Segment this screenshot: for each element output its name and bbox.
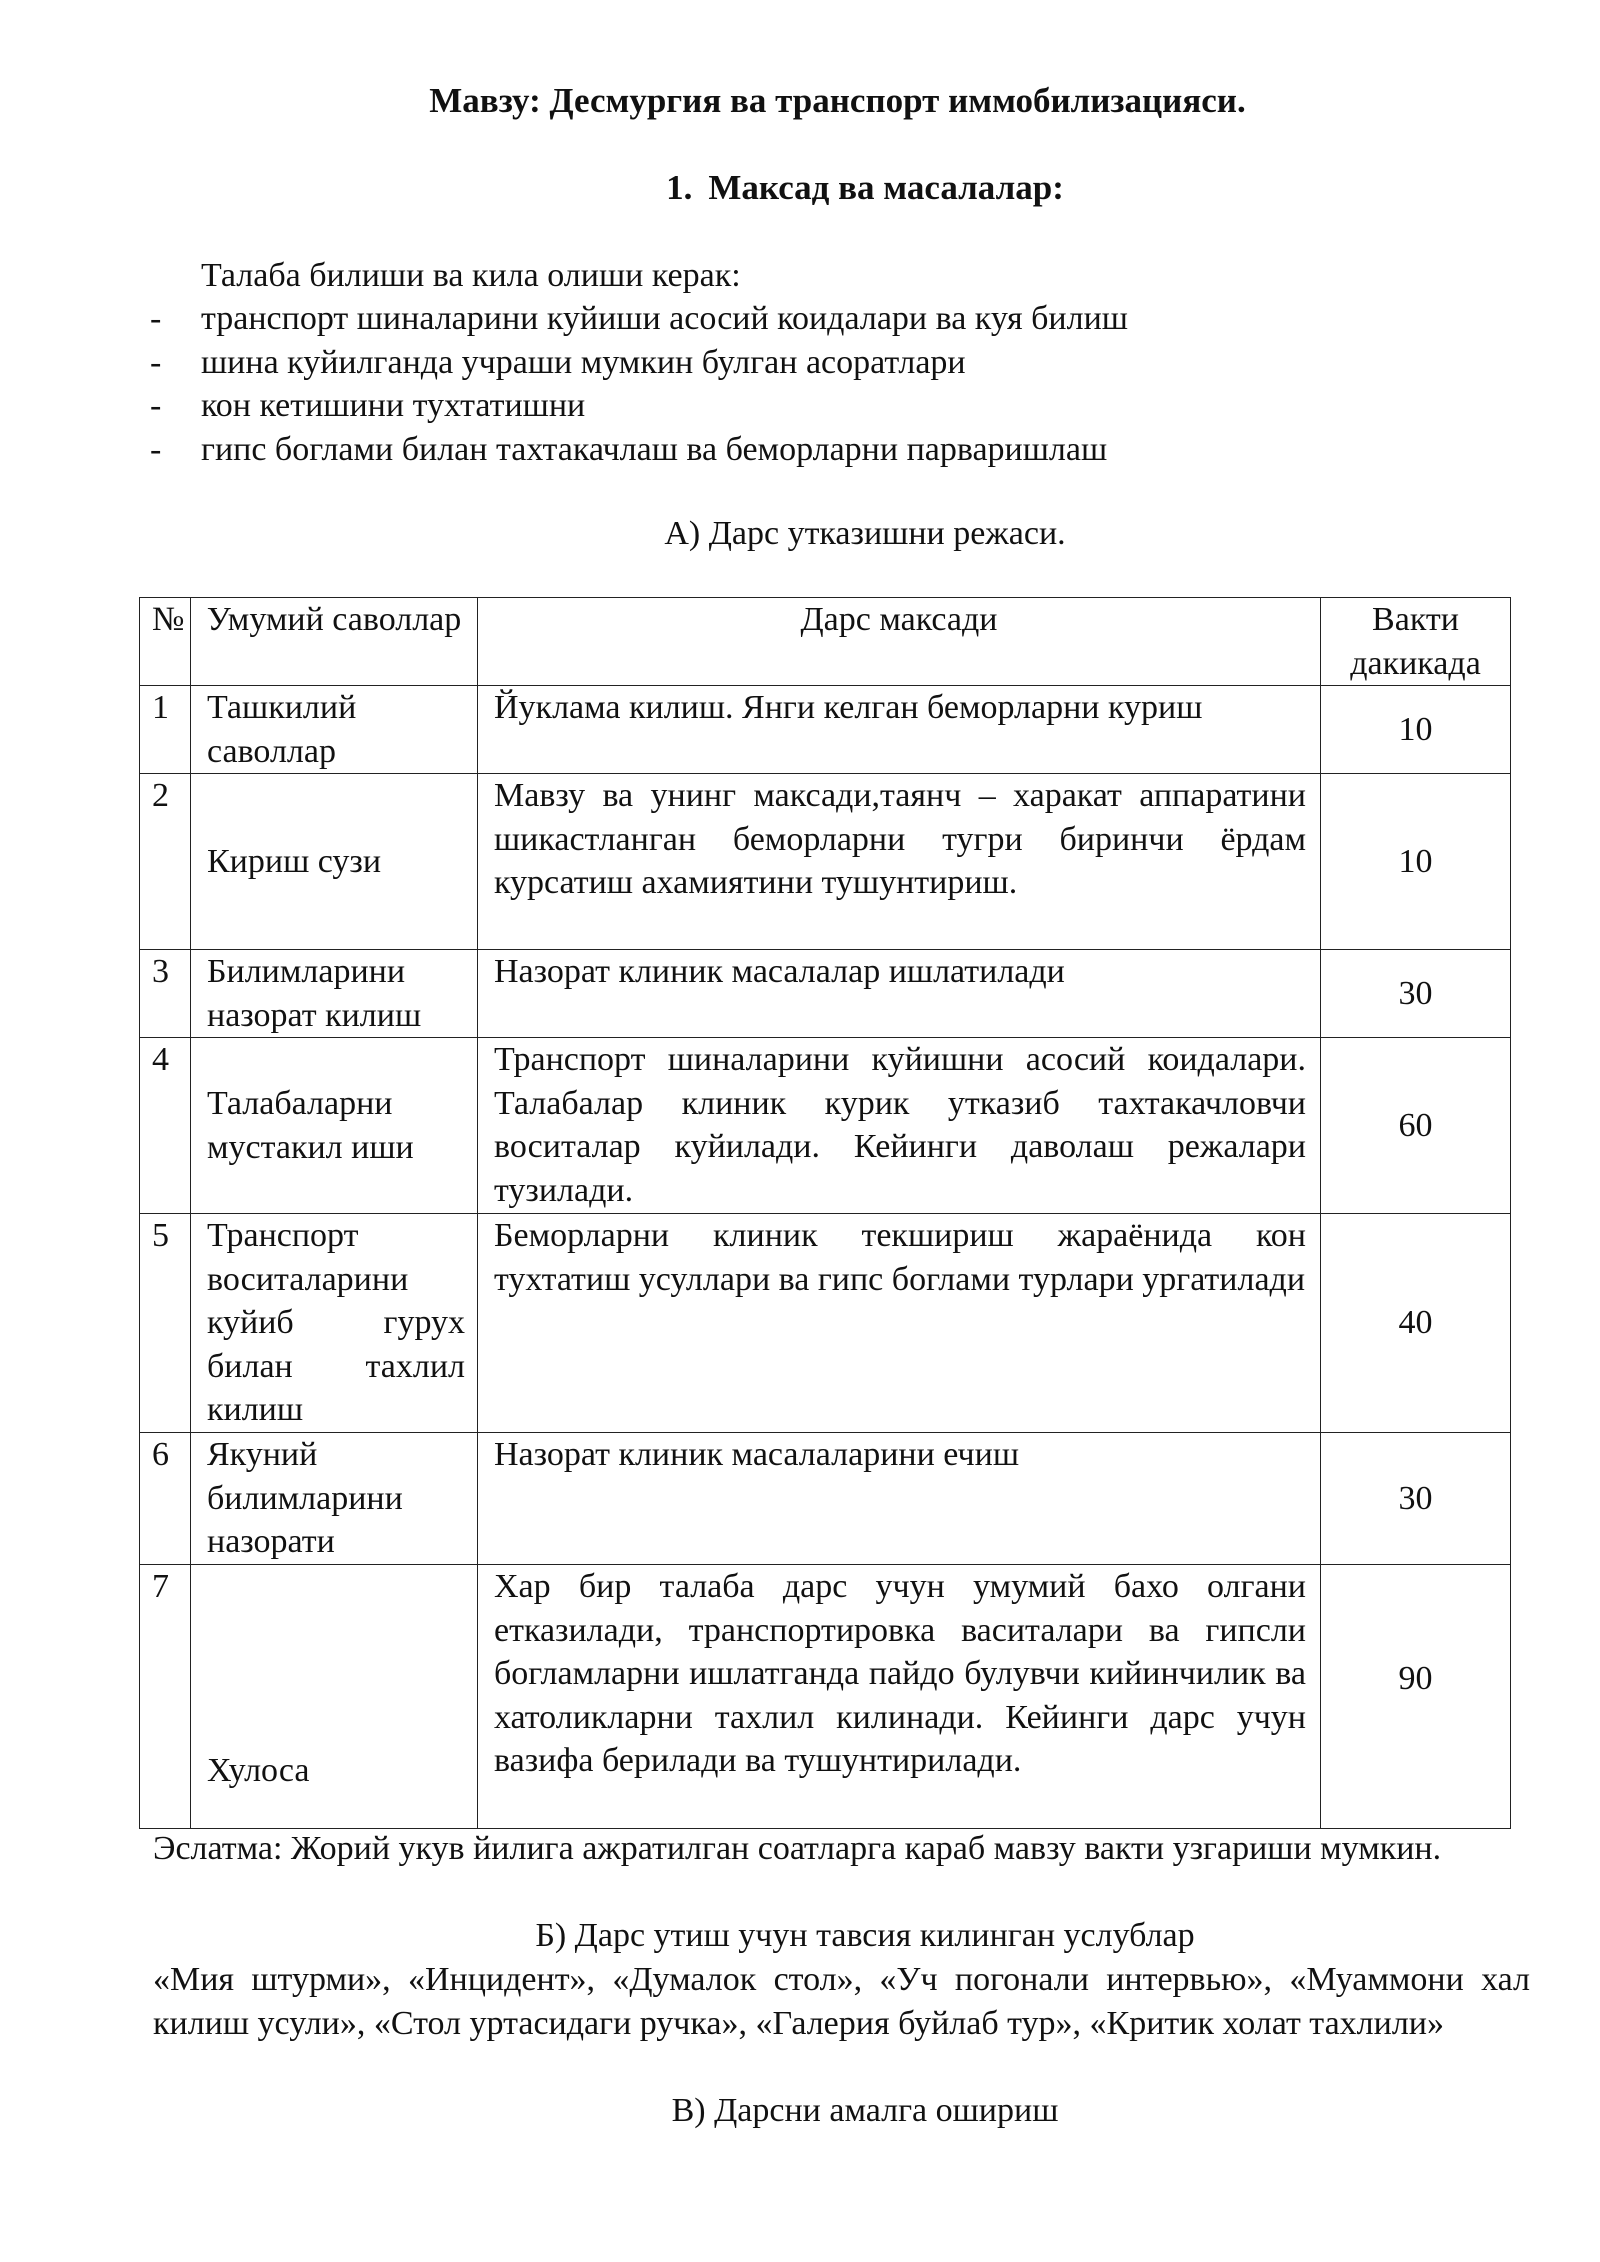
page-title: Мавзу: Десмургия ва транспорт иммобилизацияси. [429,81,1246,120]
goal-item: - шина куйилганда учраши мумкин булган асоратлари [150,343,966,381]
section-number: 1. [666,168,693,207]
table-row: 2 Кириш сузи Мавзу ва унинг максади,таянч – харакат аппаратини шикастланган беморларни тугри биринчи ёрдам курсатиш ахамиятини тушунтириш. 10 [140,774,1511,950]
table-row: 4 Талабаларни мустакил иши Транспорт шиналарини куйишни асосий коидалари. Талабалар клиник курик утказиб тахтакачловчи воситалар куйилади. Кейинги даволаш режалари тузилади. 60 [140,1038,1511,1214]
lesson-plan-table [139,597,1511,1829]
section-heading-goals [0,166,1600,210]
note-text: Эслатма: Жорий укув йилига ажратилган соатларга караб мавзу вакти узгариши мумкин. [153,1830,1442,1867]
table-row: 3 Билимларини назорат килиш Назорат клиник масалалар ишлатилади 30 [140,950,1511,1038]
header-goal: Дарс максади [478,598,1321,686]
section-heading-text: Максад ва масалалар: [708,168,1064,207]
methods-text: «Мия штурми», «Инцидент», «Думалок стол», «Уч погонали интервью», «Муаммони хал килиш усули», «Стол уртасидаги ручка», «Галерия буйлаб тур», «Критик холат тахлили» [153,1961,1530,2042]
header-topic: Умумий саволлар [191,598,478,686]
header-time: Вакти дакикада [1321,598,1511,686]
table-header-row [140,598,1511,686]
intro-text: Талаба билиши ва кила олиши керак: [201,257,741,294]
goal-item: - транспорт шиналарини куйиши асосий коидалари ва куя билиш [150,300,1128,337]
goal-item: - гипс боглами билан тахтакачлаш ва беморларни парваришлаш [150,430,1108,468]
table-row: 1 Ташкилий саволлар Йуклама килиш. Янги келган беморларни куриш 10 [140,686,1511,774]
table-row: 5 Транспорт воситаларини куйиб гурух билан тахлил килиш Беморларни клиник текшириш жараёнида кон тухтатиш усуллари ва гипс боглами турлари ургатилади 40 [140,1214,1511,1433]
plan-heading: А) Дарс утказишни режаси. [664,515,1066,552]
goals-list [150,297,1128,471]
goal-item: - кон кетишини тухтатишни [150,387,586,424]
implementation-heading: В) Дарсни амалга ошириш [671,2092,1059,2129]
table-row: 7 Хулоса Хар бир талаба дарс учун умумий бахо олгани етказилади, транспортировка васиталари ва гипсли богламларни ишлатганда пайдо булувчи кийинчилик ва хатоликларни тахлил килинади. Кейинги дарс учун вазифа берилади ва тушунтирилади. 90 [140,1565,1511,1829]
header-num: № [140,598,191,686]
methods-heading: Б) Дарс утиш учун тавсия килинган услублар [535,1917,1195,1954]
table-row: 6 Якуний билимларини назорати Назорат клиник масалаларини ечиш 30 [140,1433,1511,1565]
